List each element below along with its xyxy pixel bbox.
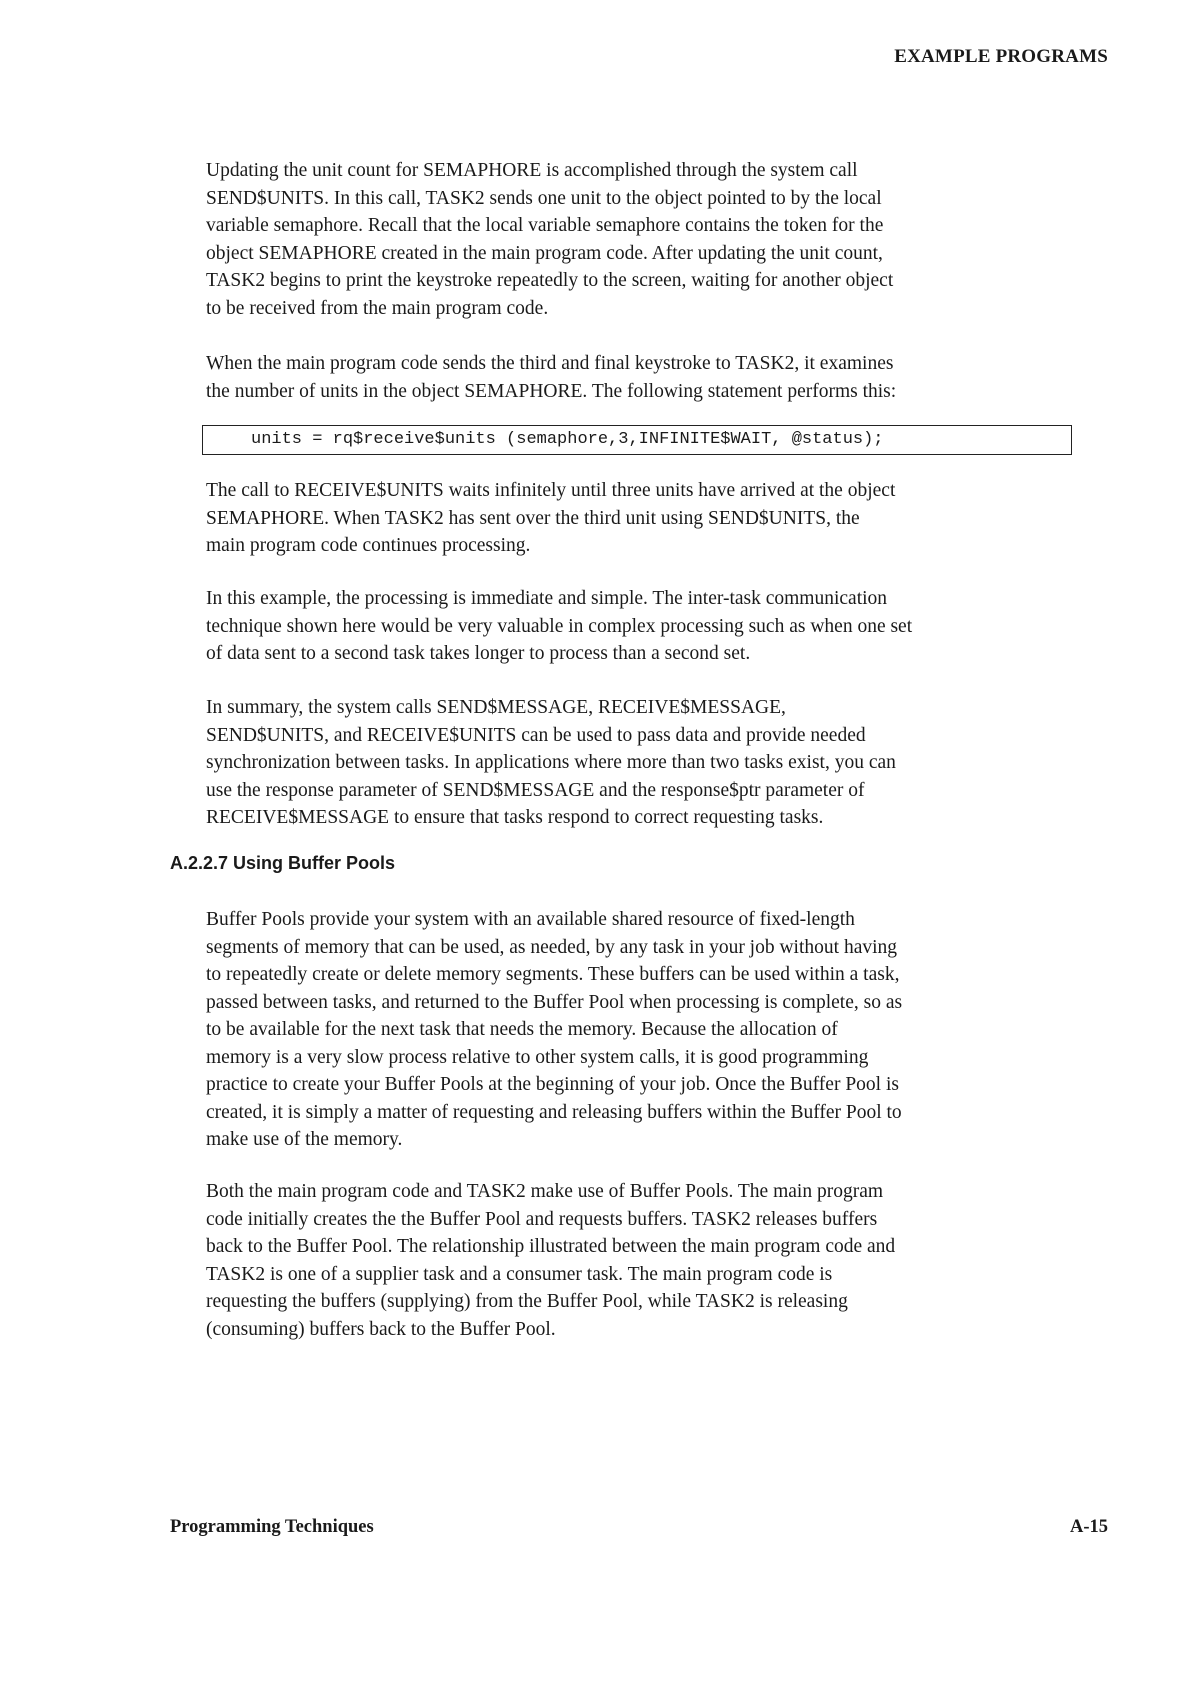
footer-title: Programming Techniques xyxy=(170,1517,374,1537)
paragraph-text: Buffer Pools provide your system with an available shared resource of fixed-length segments of memory that can be used, as needed, by any task in your job without having to repeatedly create or delete memory segments. These buffers can be used within a task, passed between tasks, and returned to the Buffer Pool when processing is complete, so as to be available for the next task that needs the memory. Because the allocation of memory is a very slow process relative to other system calls, it is good programming practice to create your Buffer Pools at the beginning of your job. Once the Buffer Pool is created, it is simply a matter of requesting and releasing buffers within the Buffer Pool to make use of the memory. xyxy=(206,909,903,1150)
paragraph-receive-units xyxy=(206,477,1068,560)
paragraph-processing-example xyxy=(206,585,1068,668)
paragraph-text: The call to RECEIVE$UNITS waits infinitely until three units have arrived at the object SEMAPHORE. When TASK2 has sent over the third unit using SEND$UNITS, the main program code continues processing. xyxy=(206,480,896,556)
paragraph-semaphore-update xyxy=(206,157,1068,322)
paragraph-summary xyxy=(206,694,1068,832)
paragraph-text: When the main program code sends the third and final keystroke to TASK2, it examines the number of units in the object SEMAPHORE. The following statement performs this: xyxy=(206,353,897,402)
paragraph-final-keystroke xyxy=(206,350,1068,405)
section-heading: A.2.2.7 Using Buffer Pools xyxy=(170,853,396,873)
paragraph-text: Both the main program code and TASK2 make use of Buffer Pools. The main program code initially creates the the Buffer Pool and requests buffers. TASK2 releases buffers back to the Buffer Pool. The relationship illustrated between the main program code and TASK2 is one of a supplier task and a consumer task. The main program code is requesting the buffers (supplying) from the Buffer Pool, while TASK2 is releasing (consuming) buffers back to the Buffer Pool. xyxy=(206,1181,896,1340)
paragraph-text: In this example, the processing is immediate and simple. The inter-task communication technique shown here would be very valuable in complex processing such as when one set of data sent to a second task takes longer to process than a second set. xyxy=(206,588,913,664)
paragraph-buffer-pools-usage xyxy=(206,1178,1068,1343)
running-head: EXAMPLE PROGRAMS xyxy=(894,46,1108,67)
paragraph-text: Updating the unit count for SEMAPHORE is accomplished through the system call SEND$UNITS. In this call, TASK2 sends one unit to the object pointed to by the local variable semaphore. Recall that the local variable semaphore contains the token for the object SEMAPHORE created in the main program code. After updating the unit count, TASK2 begins to print the keystroke repeatedly to the screen, waiting for another object to be received from the main program code. xyxy=(206,160,894,319)
code-statement-box: units = rq$receive$units (semaphore,3,INFINITE$WAIT, @status); xyxy=(202,425,1072,455)
page-number: A-15 xyxy=(1069,1517,1108,1537)
paragraph-text: In summary, the system calls SEND$MESSAGE, RECEIVE$MESSAGE, SEND$UNITS, and RECEIVE$UNITS can be used to pass data and provide needed synchronization between tasks. In applications where more than two tasks exist, you can use the response parameter of SEND$MESSAGE and the response$ptr parameter of RECEIVE$MESSAGE to ensure that tasks respond to correct requesting tasks. xyxy=(206,697,896,828)
paragraph-buffer-pools-intro xyxy=(206,906,1068,1154)
